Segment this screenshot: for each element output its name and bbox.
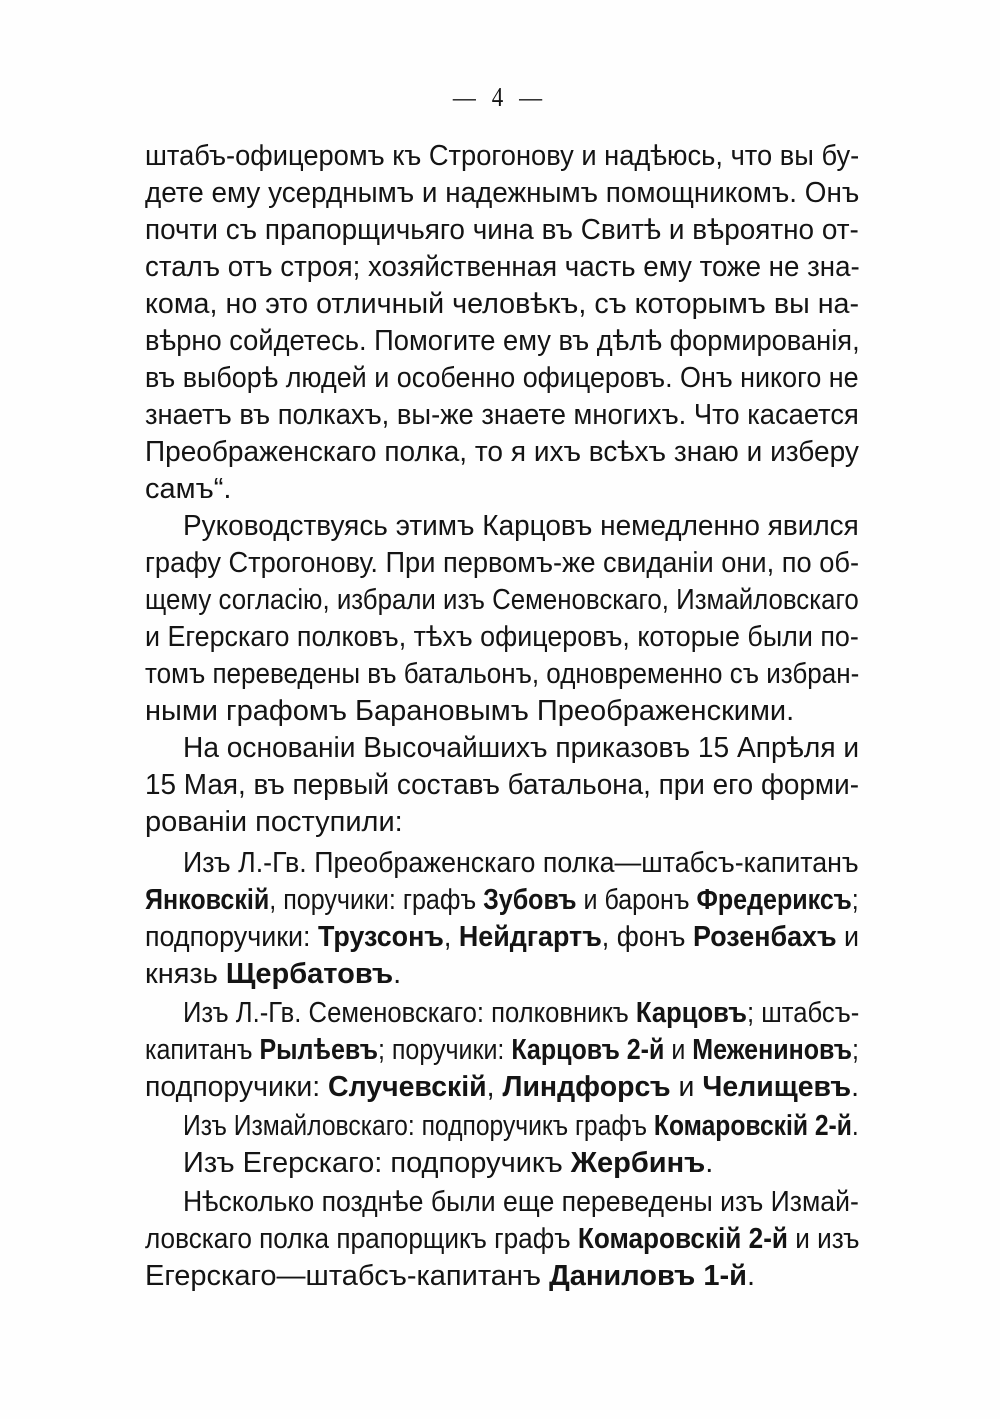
bold-name: Жербинъ <box>570 1147 706 1179</box>
text-run: . <box>746 1260 755 1292</box>
text-run: князь <box>145 958 226 990</box>
bold-name: Случевскій <box>328 1071 487 1103</box>
text-run: и Егерскаго полковъ, тѣхъ офицеровъ, которые были по- <box>145 621 859 653</box>
text-run: Преображенскаго полка, то я ихъ всѣхъ знаю и изберу <box>145 436 859 468</box>
text-line <box>145 1221 859 1257</box>
text-line <box>145 471 859 507</box>
text-line <box>145 286 859 322</box>
bold-name: Трузсонъ <box>317 921 444 953</box>
text-run: ными графомъ Барановымъ Преображенскими. <box>145 695 795 727</box>
text-run: Егерскаго—штабсъ-капитанъ <box>145 1260 550 1292</box>
bold-name: Комаровскій 2-й <box>653 1110 852 1142</box>
bold-name: Нейдгартъ <box>458 921 602 953</box>
bold-name: Янковскій <box>145 884 270 916</box>
bold-name: Рылѣевъ <box>259 1034 378 1066</box>
text-line <box>145 397 859 433</box>
bold-name: Зубовъ <box>483 884 577 916</box>
text-run: Руководствуясь этимъ Карцовъ немедленно явился <box>183 510 859 542</box>
text-run: 15 Мая, въ первый составъ батальона, при его форми- <box>145 769 859 801</box>
bold-name: Розенбахъ <box>692 921 837 953</box>
text-run: и <box>836 921 860 953</box>
text-run: , <box>486 1071 503 1103</box>
text-run: . <box>851 1110 859 1142</box>
text-line <box>145 956 859 992</box>
text-run: щему согласію, избрали изъ Семеновскаго, Измайловскаго <box>145 584 859 616</box>
text-run: кома, но это отличный человѣкъ, съ которымъ вы на- <box>145 288 860 320</box>
text-run: подпоручики: <box>145 1071 329 1103</box>
text-run: На основаніи Высочайшихъ приказовъ 15 Апрѣля и <box>183 732 860 764</box>
text-line <box>145 804 859 840</box>
bold-name: Фредериксъ <box>696 884 852 916</box>
text-line <box>145 1258 859 1294</box>
text-run: и <box>670 1071 703 1103</box>
text-run: подпоручики: <box>145 921 318 953</box>
text-run: самъ“. <box>145 473 232 505</box>
text-run: знаетъ въ полкахъ, вы-же знаете многихъ. Что касается <box>145 399 859 431</box>
text-run: Изъ Егерскаго: подпоручикъ <box>183 1147 571 1179</box>
text-line <box>183 1108 859 1144</box>
text-run: почти съ прапорщичьяго чина въ Свитѣ и вѣроятно от- <box>145 214 859 246</box>
text-run: ; поручики: <box>377 1034 512 1066</box>
text-line <box>145 656 859 692</box>
text-run: Изъ Л.-Гв. Семеновскаго: полковникъ <box>183 997 636 1029</box>
bold-name: Щербатовъ <box>225 958 394 990</box>
text-line <box>145 360 859 396</box>
text-line <box>145 693 859 729</box>
text-line <box>145 919 859 955</box>
text-run: , поручики: графъ <box>269 884 484 916</box>
text-run: и баронъ <box>576 884 697 916</box>
text-run: рованіи поступили: <box>145 806 403 838</box>
text-run: . <box>705 1147 714 1179</box>
text-run: вѣрно сойдетесь. Помогите ему въ дѣлѣ формированія, <box>145 325 860 357</box>
text-line <box>145 323 859 359</box>
page-number: — 4 — <box>452 82 548 112</box>
text-line <box>145 767 859 803</box>
text-line <box>183 1184 859 1220</box>
text-run: и <box>664 1034 693 1066</box>
text-run: ; <box>851 1034 859 1066</box>
text-line <box>145 619 859 655</box>
text-line <box>183 508 859 544</box>
text-run: и изъ <box>787 1223 860 1255</box>
text-line <box>145 582 859 618</box>
text-line <box>183 845 859 881</box>
text-line <box>145 434 859 470</box>
bold-name: Карцовъ 2-й <box>511 1034 665 1066</box>
text-line <box>183 1145 859 1181</box>
text-line <box>145 882 859 918</box>
text-line <box>183 730 859 766</box>
text-run: капитанъ <box>145 1034 260 1066</box>
text-line <box>145 212 859 248</box>
bold-name: Линдфорсъ <box>502 1071 671 1103</box>
text-run: штабъ-офицеромъ къ Строгонову и надѣюсь, что вы бу- <box>145 140 860 172</box>
text-run: томъ переведены въ батальонъ, одновременно съ избран- <box>145 658 860 690</box>
text-run: Нѣсколько позднѣе были еще переведены изъ Измай- <box>183 1186 859 1218</box>
text-run: ; <box>851 884 859 916</box>
text-line <box>145 1069 859 1105</box>
text-line <box>145 249 859 285</box>
text-line <box>183 995 859 1031</box>
text-run: графу Строгонову. При первомъ-же свиданіи они, по об- <box>145 547 860 579</box>
text-run: ловскаго полка прапорщикъ графъ <box>145 1223 578 1255</box>
bold-name: Челищевъ <box>702 1071 852 1103</box>
text-run: сталъ отъ строя; хозяйственная часть ему тоже не зна- <box>145 251 860 283</box>
bold-name: Комаровскій 2-й <box>577 1223 788 1255</box>
text-line <box>145 1032 859 1068</box>
text-line <box>145 545 859 581</box>
text-run: , фонъ <box>601 921 693 953</box>
text-run: дете ему усерднымъ и надежнымъ помощникомъ. Онъ <box>145 177 860 209</box>
text-run: Изъ Измайловскаго: подпоручикъ графъ <box>183 1110 654 1142</box>
text-run: , <box>443 921 459 953</box>
text-run: Изъ Л.-Гв. Преображенскаго полка—штабсъ-капитанъ <box>183 847 859 879</box>
text-run: . <box>393 958 402 990</box>
text-run: ; штабсъ- <box>746 997 860 1029</box>
bold-name: Карцовъ <box>635 997 747 1029</box>
bold-name: Межениновъ <box>692 1034 852 1066</box>
text-line <box>145 138 859 174</box>
text-run: . <box>851 1071 859 1103</box>
text-line <box>145 175 859 211</box>
bold-name: Даниловъ 1-й <box>549 1260 747 1292</box>
text-run: въ выборѣ людей и особенно офицеровъ. Онъ никого не <box>145 362 859 394</box>
